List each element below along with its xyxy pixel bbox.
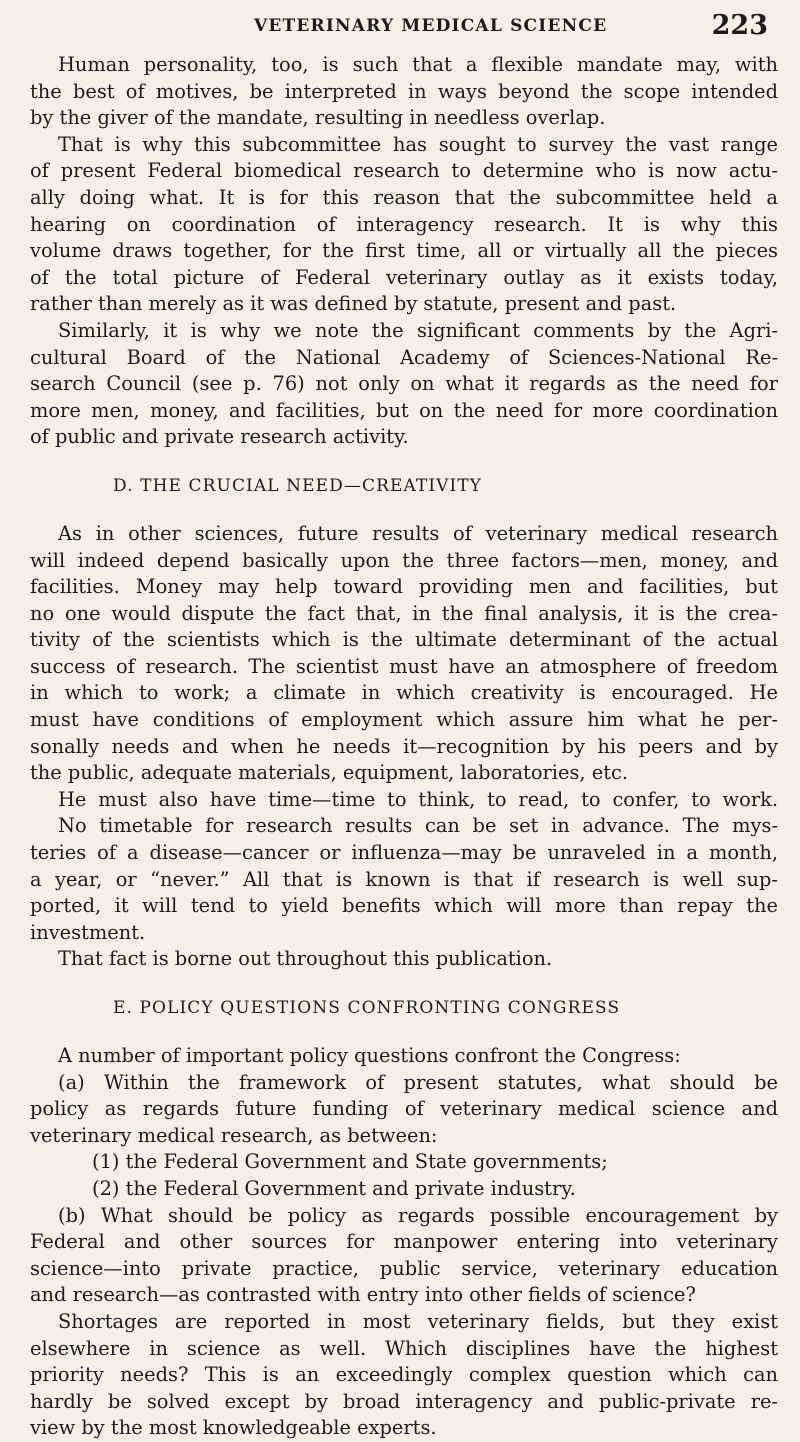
section-gap [30,451,778,471]
text-line: must have conditions of employment which assure him what he per- [30,708,778,732]
text-line: of present Federal biomedical research to determine who is now actu- [30,159,778,183]
text-line: search Council (see p. 76) not only on what it regards as the need for [30,372,778,396]
section-heading: D. THE CRUCIAL NEED—CREATIVITY [113,475,483,496]
text-line: That fact is borne out throughout this publication. [58,947,553,971]
text-line: No timetable for research results can be set in advance. The mys- [58,814,778,838]
text-line: (b) What should be policy as regards possible encouragement by [58,1203,778,1227]
text-line: As in other sciences, future results of veterinary medical research [58,521,778,545]
text-line: of public and private research activity. [30,425,409,449]
text-line: science—into private practice, public service, veterinary education [30,1256,778,1280]
text-line: (a) Within the framework of present statutes, what should be [58,1070,778,1094]
text-line: He must also have time—time to think, to read, to confer, to work. [58,787,778,811]
text-line: Federal and other sources for manpower entering into veterinary [30,1230,778,1254]
text-line: elsewhere in science as well. Which disciplines have the highest [30,1336,778,1360]
text-line: Similarly, it is why we note the significant comments by the Agri- [58,318,778,342]
text-line: cultural Board of the National Academy of Sciences-National Re- [30,345,778,369]
section-gap [30,1023,778,1043]
text-line: and research—as contrasted with entry into other fields of science? [30,1283,696,1307]
page-header [0,10,800,46]
text-line: view by the most knowledgeable experts. [30,1416,437,1440]
running-head: VETERINARY MEDICAL SCIENCE [254,16,608,36]
text-line: more men, money, and facilities, but on the need for more coordination [30,398,778,422]
text-line: will indeed depend basically upon the three factors—men, money, and [30,548,778,572]
text-line: by the giver of the mandate, resulting in needless overlap. [30,106,606,130]
page-body [30,52,778,1442]
text-line: no one would dispute the fact that, in the final analysis, it is the crea- [30,601,778,625]
text-line: sonally needs and when he needs it—recognition by his peers and by [30,734,778,758]
text-line: veterinary medical research, as between: [30,1123,438,1147]
text-line: a year, or “never.” All that is known is that if research is well sup- [30,867,778,891]
text-line: hearing on coordination of interagency research. It is why this [30,212,778,236]
text-line: ally doing what. It is for this reason that the subcommittee held a [30,185,778,209]
text-line: (1) the Federal Government and State governments; [92,1150,608,1174]
section-gap [30,973,778,993]
text-line: of the total picture of Federal veterinary outlay as it exists today, [30,265,778,289]
text-line: That is why this subcommittee has sought to survey the vast range [58,132,778,156]
text-line: ported, it will tend to yield benefits which will more than repay the [30,894,778,918]
text-line: the public, adequate materials, equipment, laboratories, etc. [30,761,629,785]
text-line: (2) the Federal Government and private industry. [92,1176,576,1200]
text-line: policy as regards future funding of veterinary medical science and [30,1097,778,1121]
text-line: success of research. The scientist must have an atmosphere of freedom [30,654,778,678]
section-heading: E. POLICY QUESTIONS CONFRONTING CONGRESS [113,998,621,1018]
section-gap [30,501,778,521]
text-line: A number of important policy questions confront the Congress: [58,1044,681,1067]
text-line: Human personality, too, is such that a flexible mandate may, with [58,53,778,76]
text-line: volume draws together, for the first time, all or virtually all the pieces [30,239,778,263]
text-line: investment. [30,920,146,944]
text-line: rather than merely as it was defined by statute, present and past. [30,292,677,316]
text-line: in which to work; a climate in which creativity is encouraged. He [30,681,778,705]
text-line: teries of a disease—cancer or influenza—may be unraveled in a month, [30,841,778,865]
text-line: the best of motives, be interpreted in ways beyond the scope intended [30,79,778,103]
page-number: 223 [711,10,768,41]
text-line: hardly be solved except by broad interagency and public-private re- [30,1389,778,1413]
text-line: priority needs? This is an exceedingly complex question which can [30,1363,778,1387]
text-line: tivity of the scientists which is the ultimate determinant of the actual [30,628,778,652]
text-line: facilities. Money may help toward providing men and facilities, but [30,575,778,599]
text-line: Shortages are reported in most veterinary fields, but they exist [58,1309,778,1333]
